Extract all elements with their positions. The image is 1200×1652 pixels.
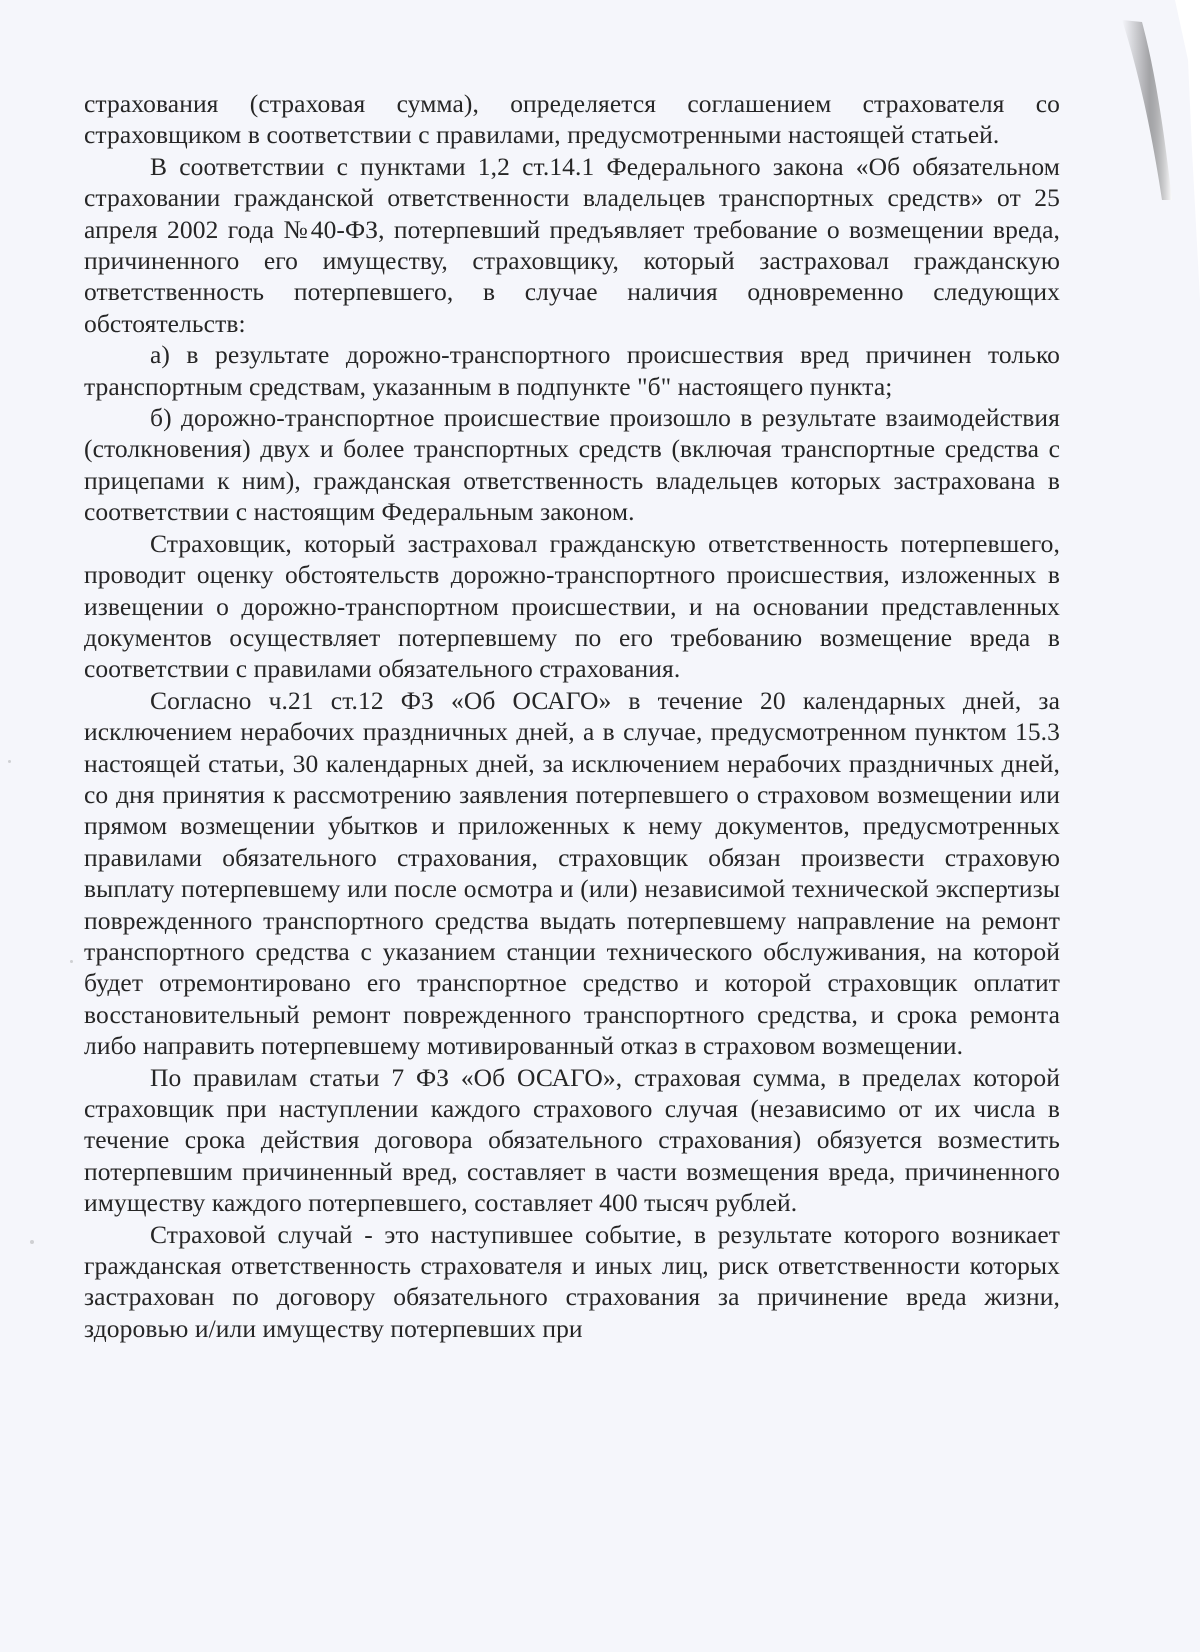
document-body bbox=[84, 88, 1060, 1344]
paragraph-7: По правилам статьи 7 ФЗ «Об ОСАГО», страховая сумма, в пределах которой страховщик при наступлении каждого страхового случая (независимо от их числа в течение срока действия договора обязательного страхования) обязуется возместить потерпевшим причиненный вред, составляет в части возмещения вреда, причиненного имуществу каждого потерпевшего, составляет 400 тысяч рублей. bbox=[84, 1062, 1060, 1218]
scan-speck bbox=[8, 760, 11, 763]
paragraph-8: Страховой случай - это наступившее событие, в результате которого возникает гражданская ответственность страхователя и иных лиц, риск ответственности которых застрахован по договору обязательного страхования за причинение вреда жизни, здоровью и/или имуществу потерпевших при bbox=[84, 1219, 1060, 1343]
paragraph-1: страхования (страховая сумма), определяется соглашением страхователя со страховщиком в соответствии с правилами, предусмотренными настоящей статьей. bbox=[84, 89, 1060, 150]
paragraph-5: Страховщик, который застраховал гражданскую ответственность потерпевшего, проводит оценку обстоятельств дорожно-транспортного происшествия, изложенных в извещении о дорожно-транспортном происшествии, и на основании представленных документов осуществляет потерпевшему по его требованию возмещение вреда в соответствии с правилами обязательного страхования. bbox=[84, 528, 1060, 684]
scan-corner-shadow bbox=[1080, 0, 1200, 300]
scan-speck bbox=[70, 960, 73, 963]
scan-speck bbox=[30, 1240, 34, 1244]
paragraph-2: В соответствии с пунктами 1,2 ст.14.1 Федерального закона «Об обязательном страховании гражданской ответственности владельцев транспортных средств» от 25 апреля 2002 года №40-ФЗ, потерпевший предъявляет требование о возмещении вреда, причиненного его имуществу, страховщику, который застраховал гражданскую ответственность потерпевшего, в случае наличия одновременно следующих обстоятельств: bbox=[84, 151, 1060, 338]
paragraph-3: а) в результате дорожно-транспортного происшествия вред причинен только транспортным средствам, указанным в подпункте "б" настоящего пункта; bbox=[84, 340, 1060, 401]
paragraph-4: б) дорожно-транспортное происшествие произошло в результате взаимодействия (столкновения) двух и более транспортных средств (включая транспортные средства с прицепами к ним), гражданская ответственность владельцев которых застрахована в соответствии с настоящим Федеральным законом. bbox=[84, 403, 1060, 527]
paragraph-6: Согласно ч.21 ст.12 ФЗ «Об ОСАГО» в течение 20 календарных дней, за исключением нерабочих праздничных дней, а в случае, предусмотренном пунктом 15.3 настоящей статьи, 30 календарных дней, за исключением нерабочих праздничных дней, со дня принятия к рассмотрению заявления потерпевшего о страховом возмещении или прямом возмещении убытков и приложенных к нему документов, предусмотренных правилами обязательного страхования, страховщик обязан произвести страховую выплату потерпевшему или после осмотра и (или) независимой технической экспертизы поврежденного транспортного средства выдать потерпевшему направление на ремонт транспортного средства с указанием станции технического обслуживания, на которой будет отремонтировано его транспортное средство и которой страховщик оплатит восстановительный ремонт поврежденного транспортного средства, и срока ремонта либо направить потерпевшему мотивированный отказ в страховом возмещении. bbox=[84, 685, 1060, 1061]
